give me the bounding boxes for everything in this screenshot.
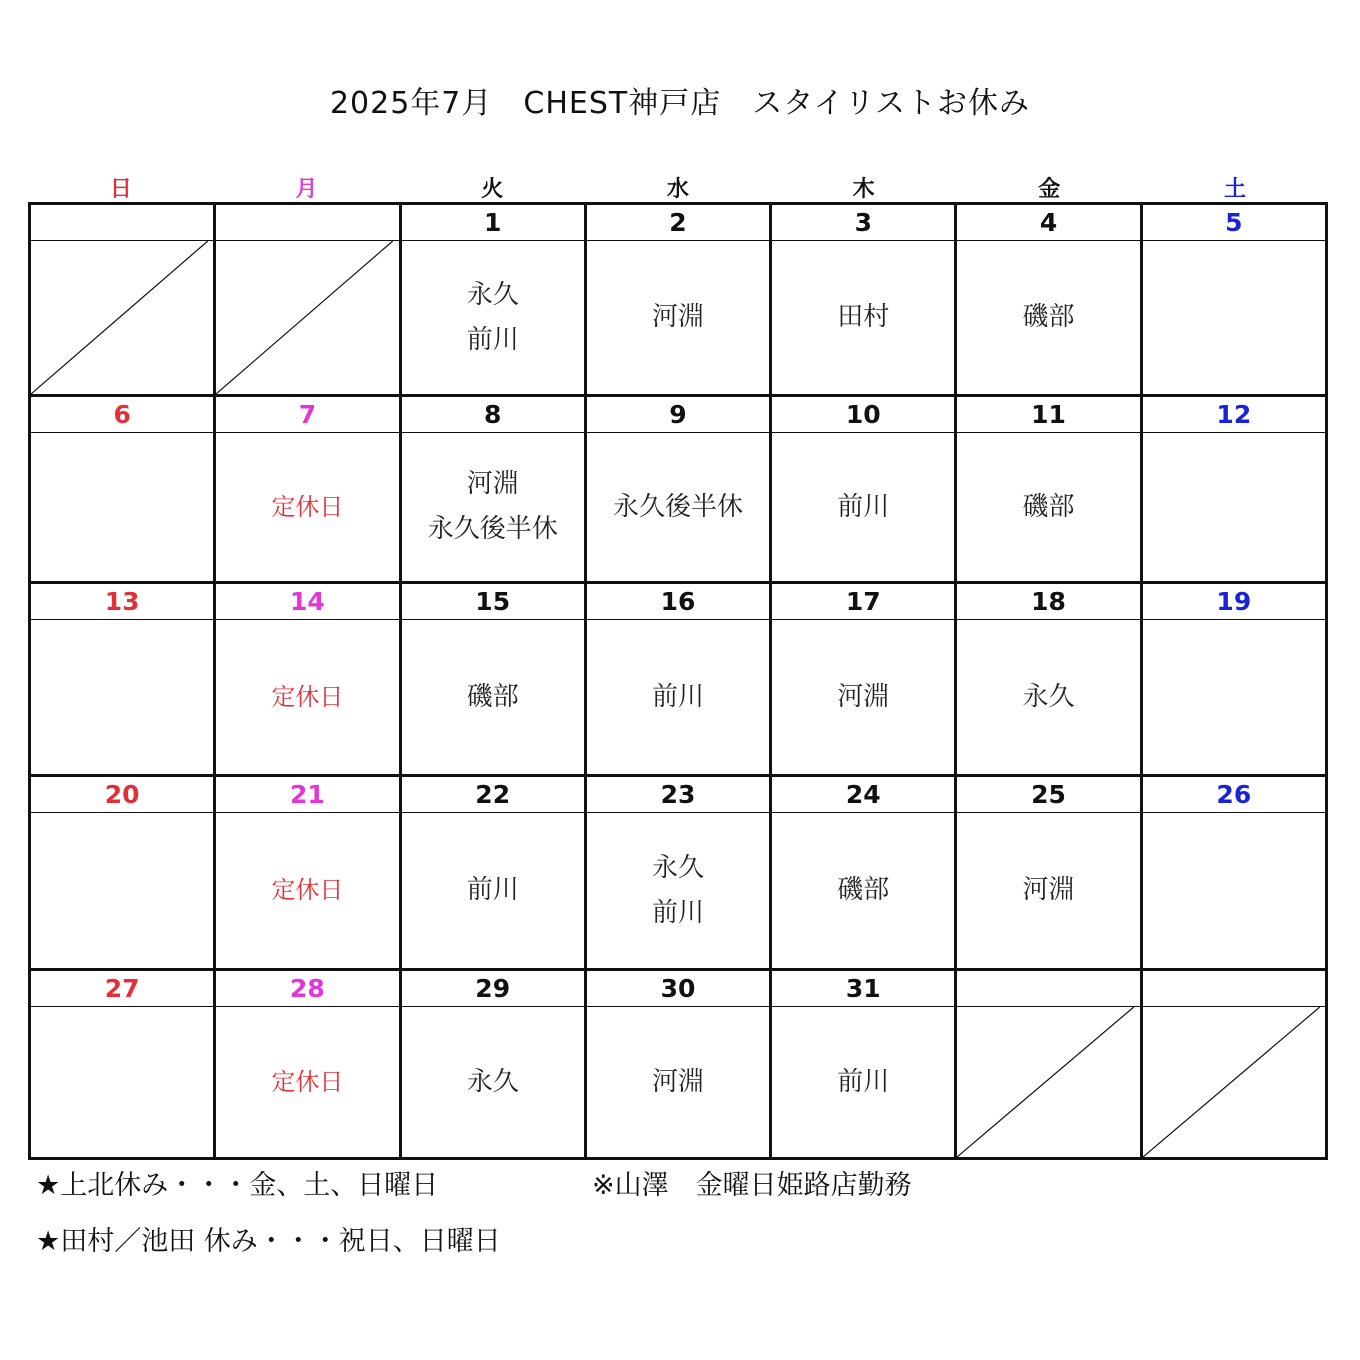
day-number: 15	[402, 584, 584, 620]
day-cell	[584, 397, 769, 581]
day-cell	[769, 777, 954, 968]
day-cell	[769, 971, 954, 1157]
week-row	[31, 394, 1325, 581]
day-entries	[1143, 620, 1325, 774]
staff-off-entry: 磯部	[1022, 491, 1075, 522]
note-yamazawa: ※山澤 金曜日姫路店勤務	[592, 1170, 912, 1201]
note-tamura-ikeda: ★田村／池田 休み・・・祝日、日曜日	[36, 1226, 501, 1257]
day-number: 3	[772, 205, 954, 241]
week-row	[31, 968, 1325, 1157]
staff-off-entry: 河淵	[466, 469, 519, 499]
day-number: 2	[587, 205, 769, 241]
day-cell	[1140, 584, 1325, 774]
day-cell	[1140, 777, 1325, 968]
day-number: 6	[31, 397, 213, 433]
week-row	[31, 205, 1325, 394]
day-entries	[957, 620, 1139, 774]
day-entries	[772, 813, 954, 968]
day-entries	[216, 813, 398, 968]
day-cell	[213, 584, 398, 774]
week-row	[31, 581, 1325, 774]
day-cell	[769, 397, 954, 581]
day-number: 7	[216, 397, 398, 433]
staff-off-entry: 前川	[466, 875, 519, 905]
day-number: 14	[216, 584, 398, 620]
empty-day-slash	[216, 241, 398, 394]
day-number: 11	[957, 397, 1139, 433]
day-cell	[954, 584, 1139, 774]
day-number	[957, 971, 1139, 1007]
day-cell	[769, 205, 954, 394]
note-row-1	[36, 1166, 1336, 1222]
day-entries	[402, 620, 584, 774]
weekday-saturday: 土	[1223, 177, 1246, 202]
staff-off-entry: 河淵	[837, 681, 890, 712]
day-number: 8	[402, 397, 584, 433]
closed-day-label: 定休日	[271, 682, 344, 711]
day-number	[31, 205, 213, 241]
staff-off-entry: 永久	[466, 1066, 519, 1097]
note-row-2	[36, 1222, 1336, 1278]
staff-off-entry: 河淵	[651, 1066, 704, 1097]
day-entries	[402, 1007, 584, 1157]
staff-off-entry: 河淵	[1022, 875, 1075, 905]
day-number: 19	[1143, 584, 1325, 620]
day-number: 12	[1143, 397, 1325, 433]
day-number: 16	[587, 584, 769, 620]
weekday-header-row	[28, 172, 1328, 202]
day-entries	[957, 813, 1139, 968]
staff-off-entry: 永久後半休	[612, 491, 743, 522]
day-entries	[31, 813, 213, 968]
day-entries	[216, 1007, 398, 1157]
staff-off-entry: 永久	[466, 279, 519, 310]
day-number: 23	[587, 777, 769, 813]
day-entries	[772, 1007, 954, 1157]
day-entries	[587, 813, 769, 968]
day-cell	[399, 971, 584, 1157]
day-entries	[1143, 813, 1325, 968]
day-entries	[31, 620, 213, 774]
closed-day-label: 定休日	[271, 492, 344, 521]
day-entries	[31, 433, 213, 581]
calendar-grid	[28, 202, 1328, 1160]
day-cell	[954, 777, 1139, 968]
day-number: 30	[587, 971, 769, 1007]
day-cell	[213, 777, 398, 968]
day-number: 27	[31, 971, 213, 1007]
staff-off-entry: 磯部	[1022, 302, 1075, 332]
day-cell	[954, 397, 1139, 581]
day-entries	[772, 433, 954, 581]
day-cell	[399, 777, 584, 968]
day-number: 24	[772, 777, 954, 813]
empty-day-slash	[957, 1007, 1139, 1157]
day-entries	[216, 620, 398, 774]
day-number	[216, 205, 398, 241]
day-number: 29	[402, 971, 584, 1007]
day-number: 1	[402, 205, 584, 241]
day-entries	[402, 433, 584, 581]
day-number: 4	[957, 205, 1139, 241]
day-entries	[772, 241, 954, 394]
weekday-thursday: 木	[852, 177, 875, 202]
notes	[36, 1166, 1336, 1278]
staff-off-entry: 磯部	[837, 875, 890, 905]
staff-off-entry: 前川	[837, 1066, 890, 1097]
day-number	[1143, 971, 1325, 1007]
day-cell	[1140, 971, 1325, 1157]
day-cell	[769, 584, 954, 774]
day-entries	[402, 813, 584, 968]
day-entries	[587, 241, 769, 394]
weekday-wednesday: 水	[666, 177, 689, 202]
day-number: 17	[772, 584, 954, 620]
day-cell	[584, 584, 769, 774]
day-entries	[587, 1007, 769, 1157]
day-cell	[399, 584, 584, 774]
day-entries	[1143, 241, 1325, 394]
day-entries	[402, 241, 584, 394]
day-entries	[31, 1007, 213, 1157]
empty-day-slash	[1143, 1007, 1325, 1157]
weekday-tuesday: 火	[481, 177, 504, 202]
day-number: 21	[216, 777, 398, 813]
day-cell	[584, 971, 769, 1157]
day-cell	[584, 777, 769, 968]
day-cell	[584, 205, 769, 394]
day-number: 28	[216, 971, 398, 1007]
closed-day-label: 定休日	[271, 876, 344, 904]
staff-off-entry: 田村	[837, 302, 890, 332]
day-number: 26	[1143, 777, 1325, 813]
staff-off-entry: 磯部	[466, 681, 519, 712]
staff-off-entry: 永久	[1022, 681, 1075, 712]
day-entries	[957, 433, 1139, 581]
day-number: 9	[587, 397, 769, 433]
day-number: 10	[772, 397, 954, 433]
day-number: 22	[402, 777, 584, 813]
day-cell	[399, 397, 584, 581]
closed-day-label: 定休日	[271, 1067, 344, 1096]
staff-off-entry: 前川	[651, 897, 704, 928]
day-cell	[1140, 397, 1325, 581]
day-entries	[216, 433, 398, 581]
day-cell	[31, 971, 213, 1157]
staff-off-entry: 永久後半休	[427, 514, 558, 544]
day-number: 13	[31, 584, 213, 620]
day-cell	[954, 205, 1139, 394]
day-cell	[399, 205, 584, 394]
week-row	[31, 774, 1325, 968]
staff-off-entry: 前川	[651, 681, 704, 712]
weekday-sunday: 日	[109, 177, 132, 202]
day-cell	[213, 205, 398, 394]
day-number: 5	[1143, 205, 1325, 241]
day-number: 18	[957, 584, 1139, 620]
calendar-title: 2025年7月 CHEST神戸店 スタイリストお休み	[329, 86, 1031, 121]
day-number: 31	[772, 971, 954, 1007]
day-cell	[31, 205, 213, 394]
day-cell	[31, 777, 213, 968]
weekday-monday: 月	[295, 177, 318, 202]
day-entries	[957, 241, 1139, 394]
day-entries	[772, 620, 954, 774]
day-entries	[1143, 433, 1325, 581]
day-cell	[213, 397, 398, 581]
weekday-friday: 金	[1038, 177, 1061, 202]
note-kamikita: ★上北休み・・・金、土、日曜日	[36, 1170, 439, 1201]
staff-off-entry: 河淵	[651, 302, 704, 332]
staff-off-entry: 永久	[651, 852, 704, 883]
empty-day-slash	[31, 241, 213, 394]
staff-off-entry: 前川	[466, 324, 519, 355]
staff-off-entry: 前川	[837, 491, 890, 522]
day-cell	[31, 584, 213, 774]
day-entries	[587, 433, 769, 581]
day-cell	[213, 971, 398, 1157]
day-number: 25	[957, 777, 1139, 813]
day-number: 20	[31, 777, 213, 813]
day-entries	[587, 620, 769, 774]
day-cell	[31, 397, 213, 581]
day-cell	[954, 971, 1139, 1157]
day-cell	[1140, 205, 1325, 394]
